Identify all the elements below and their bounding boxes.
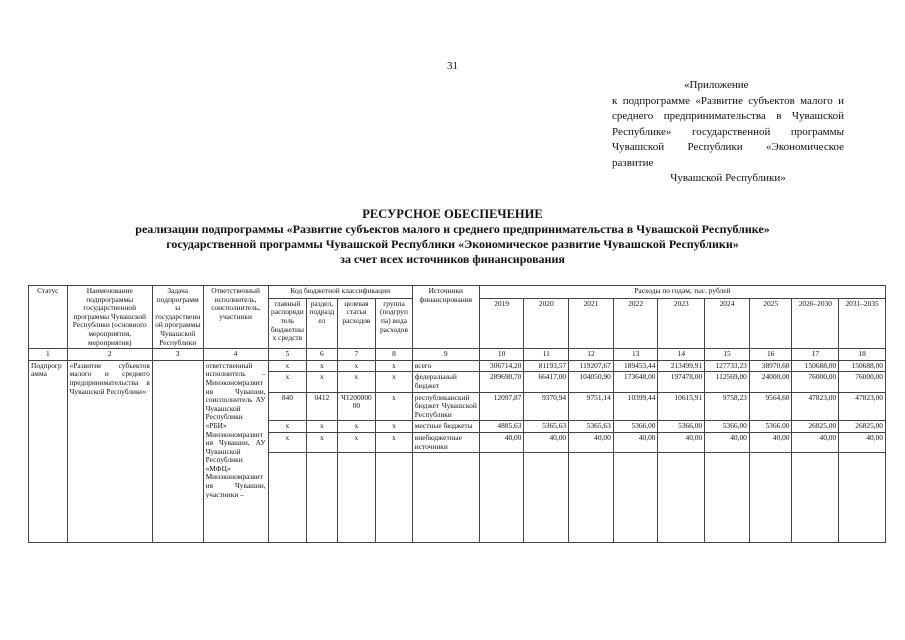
appendix-body: к подпрограмме «Развитие субъектов малого и среднего предпринимательства в Чувашской Республике» государственной программы Чувашской Республики «Экономическое развитие — [612, 94, 844, 169]
empty-cell — [524, 453, 569, 543]
cell-value: 40,00 — [524, 432, 569, 452]
cell-value: 5365,63 — [569, 421, 614, 433]
cell-value: 150688,00 — [839, 360, 886, 372]
header-year: 2021 — [569, 298, 614, 348]
title-line-3: государственной программы Чувашской Республики «Экономическое развитие Чувашской Республики» — [166, 237, 739, 251]
cell-value: 127733,23 — [705, 360, 750, 372]
cell-vr: x — [376, 360, 413, 372]
column-number: 5 — [268, 349, 307, 361]
cell-source: всего — [412, 360, 479, 372]
cell-value: 9751,14 — [569, 392, 614, 421]
header-name: Наименование подпрограммы государственной программы Чувашской Республики (основного мероприятия, мероприятия) — [67, 286, 152, 349]
column-number-row — [29, 349, 886, 361]
column-number: 2 — [67, 349, 152, 361]
cell-rz: x — [307, 360, 337, 372]
column-number: 12 — [569, 349, 614, 361]
column-number: 4 — [203, 349, 268, 361]
empty-cell — [705, 453, 750, 543]
cell-value: 40,00 — [658, 432, 705, 452]
header-status: Статус — [29, 286, 68, 349]
cell-value: 24000,00 — [749, 372, 792, 392]
cell-gr: 840 — [268, 392, 307, 421]
empty-cell — [613, 453, 658, 543]
empty-cell — [839, 453, 886, 543]
empty-cell — [658, 453, 705, 543]
cell-value: 81193,57 — [524, 360, 569, 372]
header-year: 2031–2035 — [839, 298, 886, 348]
cell-value: 173648,00 — [613, 372, 658, 392]
title-line-2: реализации подпрограммы «Развитие субъектов малого и среднего предпринимательства в Чувашской Республике» — [135, 222, 770, 236]
cell-value: 40,00 — [613, 432, 658, 452]
header-section: раздел, подраздел — [307, 298, 337, 348]
cell-value: 150688,00 — [792, 360, 839, 372]
empty-cell — [479, 453, 524, 543]
column-number: 18 — [839, 349, 886, 361]
header-year: 2024 — [705, 298, 750, 348]
empty-cell — [307, 453, 337, 543]
cell-value: 119207,67 — [569, 360, 614, 372]
column-number: 6 — [307, 349, 337, 361]
page-number: 31 — [447, 60, 458, 72]
cell-value: 213499,91 — [658, 360, 705, 372]
cell-value: 9758,23 — [705, 392, 750, 421]
cell-value: 5366,00 — [749, 421, 792, 433]
empty-cell — [376, 453, 413, 543]
cell-source: местные бюджеты — [412, 421, 479, 433]
empty-cell — [569, 453, 614, 543]
column-number: 9 — [412, 349, 479, 361]
empty-cell — [792, 453, 839, 543]
cell-value: 26825,00 — [792, 421, 839, 433]
cell-value: 306714,20 — [479, 360, 524, 372]
cell-value: 5365,63 — [524, 421, 569, 433]
cell-vr: x — [376, 421, 413, 433]
cell-value: 189453,44 — [613, 360, 658, 372]
cell-value: 9564,60 — [749, 392, 792, 421]
cell-value: 40,00 — [569, 432, 614, 452]
header-sources: Источники финансирования — [412, 286, 479, 349]
column-number: 11 — [524, 349, 569, 361]
cell-value: 40,00 — [749, 432, 792, 452]
cell-rz: x — [307, 432, 337, 452]
cell-value: 47823,00 — [839, 392, 886, 421]
cell-cs: x — [337, 372, 376, 392]
cell-value: 10615,91 — [658, 392, 705, 421]
cell-value: 10399,44 — [613, 392, 658, 421]
appendix-note — [612, 78, 844, 187]
resource-table — [28, 285, 886, 543]
cell-gr: x — [268, 432, 307, 452]
appendix-last-line: Чувашской Республики» — [670, 172, 786, 184]
cell-value: 104050,90 — [569, 372, 614, 392]
cell-cs: Ч120000000 — [337, 392, 376, 421]
empty-cell — [749, 453, 792, 543]
cell-vr: x — [376, 432, 413, 452]
document-title — [0, 207, 905, 267]
cell-rz: x — [307, 421, 337, 433]
cell-gr: x — [268, 372, 307, 392]
cell-gr: x — [268, 360, 307, 372]
row-name: «Развитие субъектов малого и среднего предпринимательства в Чувашской Республике» — [67, 360, 152, 542]
cell-rz: x — [307, 372, 337, 392]
header-responsible: Ответственный исполнитель, соисполнитель, участники — [203, 286, 268, 349]
column-number: 17 — [792, 349, 839, 361]
header-year: 2026–2030 — [792, 298, 839, 348]
header-year: 2022 — [613, 298, 658, 348]
appendix-heading: «Приложение — [684, 79, 749, 91]
cell-value: 47823,00 — [792, 392, 839, 421]
cell-value: 9370,94 — [524, 392, 569, 421]
column-number: 8 — [376, 349, 413, 361]
cell-vr: x — [376, 392, 413, 421]
cell-value: 40,00 — [479, 432, 524, 452]
cell-value: 40,00 — [705, 432, 750, 452]
row-responsible: ответственный исполнитель – Минэкономразвития Чувашии, соисполнитель АУ Чувашской Республики «РБИ» Минэкономразвития Чувашии, АУ Чувашской Республики «МФЦ» Минэкономразвития Чувашии, участники – — [203, 360, 268, 542]
column-number: 7 — [337, 349, 376, 361]
title-line-4: за счет всех источников финансирования — [340, 252, 565, 266]
cell-value: 112569,00 — [705, 372, 750, 392]
cell-value: 40,00 — [839, 432, 886, 452]
column-number: 13 — [613, 349, 658, 361]
cell-value: 5366,00 — [613, 421, 658, 433]
header-year: 2023 — [658, 298, 705, 348]
column-number: 15 — [705, 349, 750, 361]
header-group: группа (подгруппа) вида расходов — [376, 298, 413, 348]
cell-cs: x — [337, 360, 376, 372]
cell-value: 66417,00 — [524, 372, 569, 392]
header-year: 2025 — [749, 298, 792, 348]
header-expenses: Расходы по годам, тыс. рублей — [479, 286, 885, 299]
column-number: 3 — [152, 349, 203, 361]
empty-cell — [268, 453, 307, 543]
cell-value: 5366,00 — [705, 421, 750, 433]
header-article: целевая статья расходов — [337, 298, 376, 348]
cell-rz: 0412 — [307, 392, 337, 421]
cell-cs: x — [337, 421, 376, 433]
cell-gr: x — [268, 421, 307, 433]
header-year: 2020 — [524, 298, 569, 348]
title-main: РЕСУРСНОЕ ОБЕСПЕЧЕНИЕ — [362, 207, 543, 221]
cell-value: 76000,00 — [839, 372, 886, 392]
cell-value: 38970,60 — [749, 360, 792, 372]
empty-cell — [412, 453, 479, 543]
cell-vr: x — [376, 372, 413, 392]
cell-value: 26825,00 — [839, 421, 886, 433]
cell-value: 76000,00 — [792, 372, 839, 392]
cell-value: 12097,87 — [479, 392, 524, 421]
column-number: 14 — [658, 349, 705, 361]
header-task: Задача подпрограммы государственной программы Чувашской Республики — [152, 286, 203, 349]
cell-value: 5366,00 — [658, 421, 705, 433]
header-year: 2019 — [479, 298, 524, 348]
header-row-1 — [29, 286, 886, 299]
cell-value: 4885,63 — [479, 421, 524, 433]
row-status: Подпрограмма — [29, 360, 68, 542]
column-number: 16 — [749, 349, 792, 361]
cell-source: республиканский бюджет Чувашской Республики — [412, 392, 479, 421]
cell-source: федеральный бюджет — [412, 372, 479, 392]
cell-source: внебюджетные источники — [412, 432, 479, 452]
cell-value: 197478,00 — [658, 372, 705, 392]
table-row — [29, 360, 886, 372]
row-task — [152, 360, 203, 542]
cell-cs: x — [337, 432, 376, 452]
column-number: 1 — [29, 349, 68, 361]
column-number: 10 — [479, 349, 524, 361]
cell-value: 289690,70 — [479, 372, 524, 392]
empty-cell — [337, 453, 376, 543]
cell-value: 40,00 — [792, 432, 839, 452]
header-main-manager: главный распорядитель бюджетных средств — [268, 298, 307, 348]
header-budget-code: Код бюджетной классификации — [268, 286, 412, 299]
